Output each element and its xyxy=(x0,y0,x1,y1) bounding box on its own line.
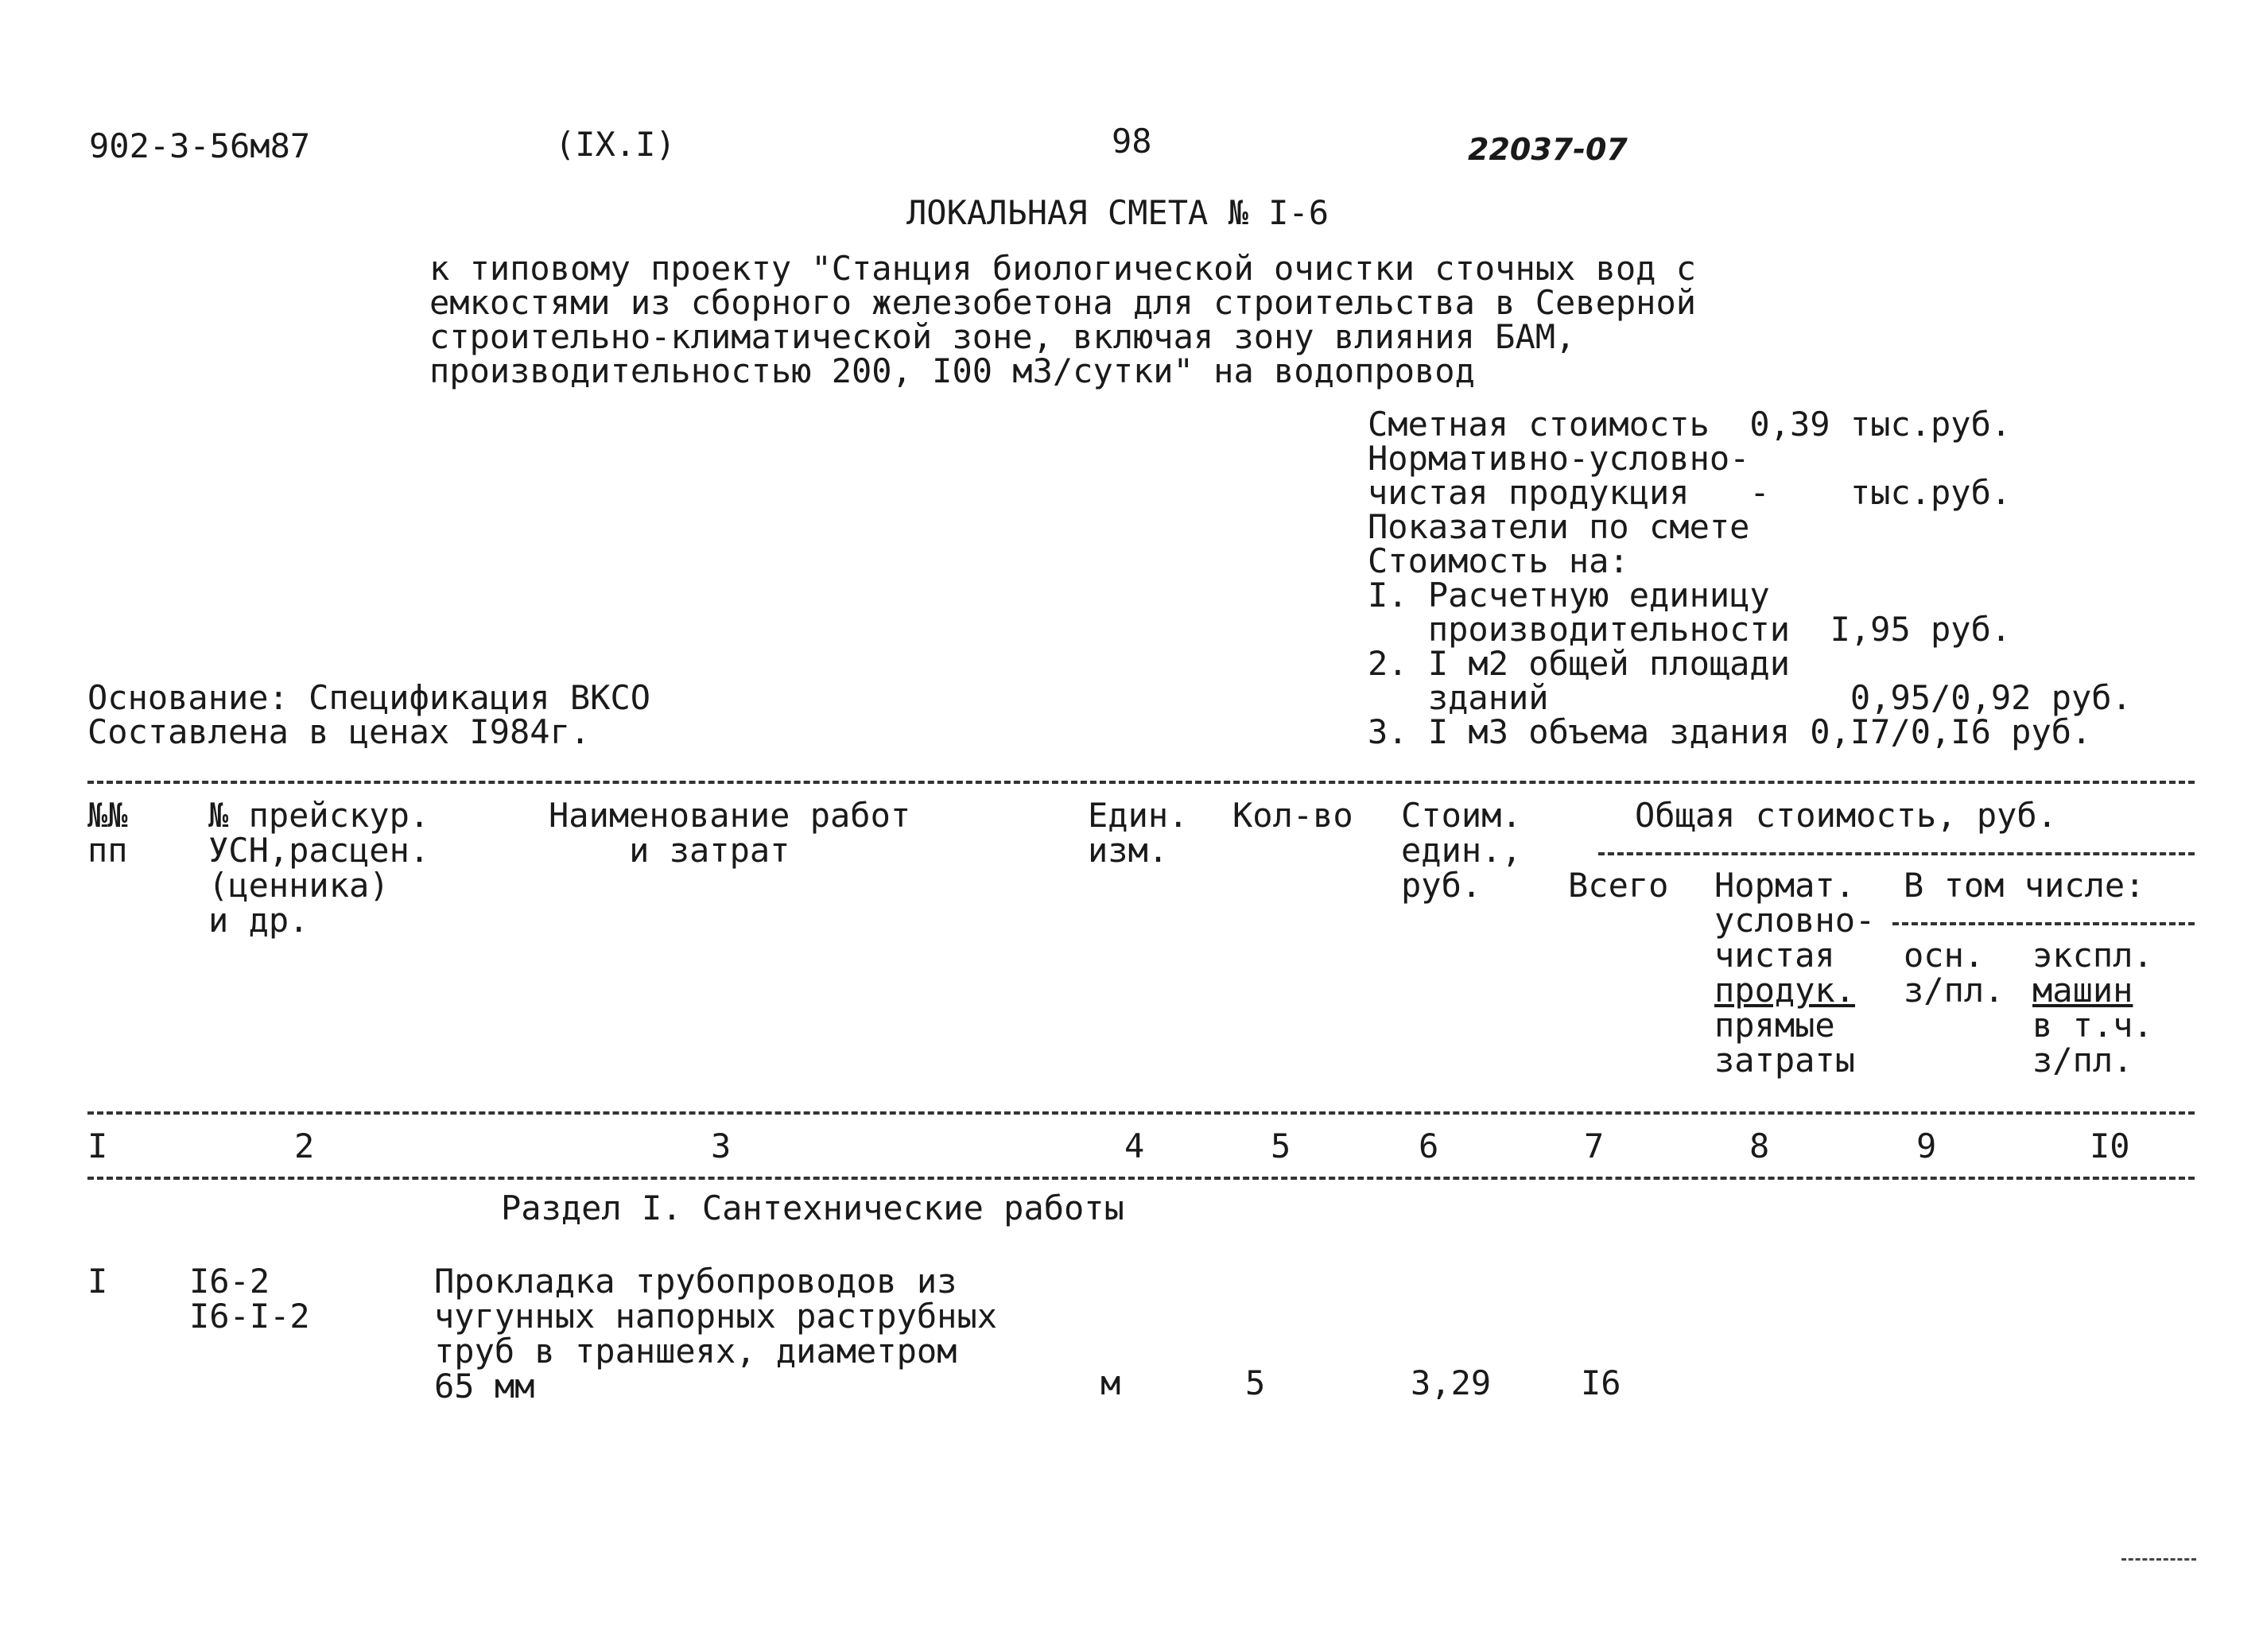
column-number: 6 xyxy=(1419,1127,1439,1165)
col-header-price-code: № прейскур. УСН,расцен. (ценника) и др. xyxy=(208,796,430,940)
document-code: 902-3-56м87 xyxy=(89,126,311,165)
table-rule-header-bottom xyxy=(87,1111,2195,1115)
basis-line: Составлена в ценах I984г. xyxy=(87,712,591,751)
machines-header-underlined: машин xyxy=(2032,971,2133,1010)
summary-line: I. Расчетную единицу xyxy=(1368,576,1770,615)
col-header-name: Наименование работ и затрат xyxy=(549,796,911,870)
col-header-total-group: Общая стоимость, руб. xyxy=(1635,796,2058,835)
machines-header-bottom: в т.ч. з/пл. xyxy=(2032,1006,2153,1080)
machines-header-top: экспл. xyxy=(2032,936,2153,975)
column-number: 9 xyxy=(1916,1127,1937,1165)
column-number: 4 xyxy=(1124,1127,1145,1165)
col-header-in-that: В том числе: xyxy=(1904,866,2145,905)
col-header-machines xyxy=(2032,938,2153,1078)
basis-line: Основание: Спецификация ВКСО xyxy=(87,678,651,717)
col-header-quantity: Кол-во xyxy=(1232,796,1353,835)
page-number: 98 xyxy=(1112,122,1152,161)
row-total: I6 xyxy=(1581,1363,1621,1402)
col-header-total: Всего xyxy=(1568,866,1669,905)
table-rule-numbers-bottom xyxy=(87,1177,2195,1180)
column-number: 7 xyxy=(1584,1127,1605,1165)
summary-line: зданий 0,95/0,92 руб. xyxy=(1368,678,2132,717)
col-header-number: №№ пп xyxy=(87,796,128,870)
column-number: 8 xyxy=(1749,1127,1770,1165)
summary-line: Показатели по смете xyxy=(1368,507,1750,546)
row-work-name: Прокладка трубопроводов из чугунных напорных раструбных труб в траншеях, диаметром 65 мм xyxy=(434,1262,998,1406)
column-number: 3 xyxy=(711,1127,732,1165)
column-number: 2 xyxy=(294,1127,315,1165)
summary-line: 2. I м2 общей площади xyxy=(1368,644,1791,683)
summary-line: Нормативно-условно- xyxy=(1368,439,1750,478)
col-header-base-wage: осн. з/пл. xyxy=(1904,936,2005,1010)
normative-header-underlined: продук. xyxy=(1714,971,1856,1010)
description-line: к типовому проекту "Станция биологической очистки сточных вод с xyxy=(429,249,1697,288)
row-unit-cost: 3,29 xyxy=(1411,1363,1492,1402)
description-line: строительно-климатической зоне, включая зону влияния БАМ, xyxy=(429,317,1576,356)
normative-header-top: Нормат. условно- чистая xyxy=(1714,866,1876,975)
column-number: I xyxy=(87,1127,108,1165)
summary-line: чистая продукция - тыс.руб. xyxy=(1368,473,2012,512)
section-title: Раздел I. Сантехнические работы xyxy=(501,1189,1124,1227)
total-group-rule xyxy=(1598,852,2195,855)
col-header-unit-cost: Стоим. един., руб. xyxy=(1401,796,1522,905)
col-header-normative xyxy=(1714,868,1875,1078)
column-number: 5 xyxy=(1271,1127,1291,1165)
normative-header-bottom: прямые затраты xyxy=(1714,1006,1856,1080)
section-code: (IX.I) xyxy=(555,125,676,164)
description-line: производительностью 200, I00 м3/сутки" на водопровод xyxy=(429,351,1475,390)
inventory-number: 22037-07 xyxy=(1468,132,1628,167)
col-header-unit: Един. изм. xyxy=(1088,796,1189,870)
in-that-rule xyxy=(1892,922,2195,925)
summary-line: Сметная стоимость 0,39 тыс.руб. xyxy=(1368,405,2012,444)
table-rule-top xyxy=(87,781,2195,784)
row-number: I xyxy=(87,1262,108,1301)
page-edge-mark xyxy=(2121,1558,2196,1561)
description-line: емкостями из сборного железобетона для строительства в Северной xyxy=(429,283,1697,322)
row-unit: м xyxy=(1100,1363,1121,1402)
estimate-title: ЛОКАЛЬНАЯ СМЕТА № I-6 xyxy=(906,193,1329,232)
row-quantity: 5 xyxy=(1245,1363,1266,1402)
row-price-code: I6-2 I6-I-2 xyxy=(189,1262,310,1336)
summary-line: производительности I,95 руб. xyxy=(1368,610,2012,649)
column-number: I0 xyxy=(2090,1127,2130,1165)
summary-line: Стоимость на: xyxy=(1368,541,1629,580)
summary-line: 3. I м3 объема здания 0,I7/0,I6 руб. xyxy=(1368,712,2092,751)
